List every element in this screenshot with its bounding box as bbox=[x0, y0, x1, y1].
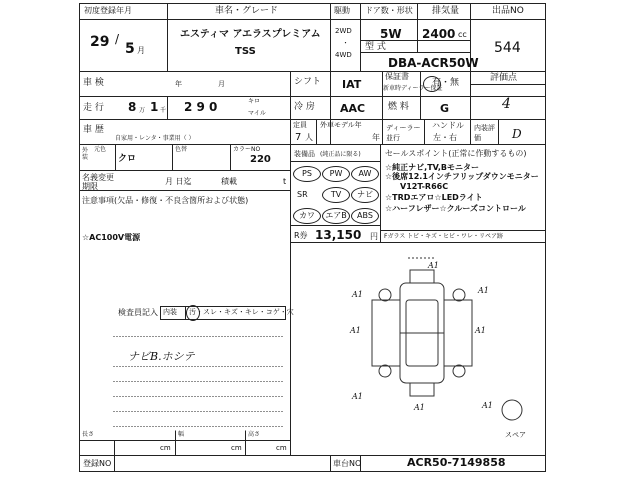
first-reg-label: 初度登録年月 bbox=[84, 6, 132, 15]
inspector-selected-circle bbox=[186, 305, 200, 321]
exterior-label: 外装 bbox=[82, 147, 89, 161]
car-diagram bbox=[372, 258, 522, 420]
color-label: 元色 bbox=[94, 146, 107, 153]
reg-no-label: 登録NO bbox=[83, 459, 112, 468]
aircon-value: AAC bbox=[340, 102, 366, 115]
lot-label: 出品NO bbox=[492, 6, 524, 16]
aircon-label: 冷 房 bbox=[294, 102, 315, 112]
mileage-u1: 万 bbox=[139, 107, 146, 114]
equip-aw: AW bbox=[351, 166, 379, 182]
spare-label: スペア bbox=[505, 431, 526, 439]
recycle-value: 13,150 bbox=[315, 228, 362, 242]
mileage-label: 走 行 bbox=[83, 103, 104, 113]
mileage-u2: 千 bbox=[160, 107, 167, 114]
mileage-unit-mile: マイル bbox=[248, 110, 266, 117]
month-unit: 月 bbox=[137, 46, 145, 55]
chassis-label: 車台NO bbox=[333, 459, 362, 468]
sales-point-line: ☆後席12.1インチフリップダウンモニター bbox=[385, 172, 539, 181]
model-change-unit: 年 bbox=[372, 133, 380, 142]
score-label: 評価点 bbox=[490, 73, 518, 83]
dealer-label: ディーラー並行 bbox=[386, 124, 421, 142]
equip-tv: TV bbox=[322, 187, 350, 203]
equip-abs: ABS bbox=[351, 208, 379, 224]
displacement-label: 排気量 bbox=[432, 6, 460, 16]
name-grade-label: 車名・グレード bbox=[215, 6, 279, 16]
shaken-month-label: 月 bbox=[218, 80, 225, 88]
shaken-year-label: 年 bbox=[175, 80, 182, 88]
fuel-value: G bbox=[440, 102, 450, 115]
equipment-note: (純正品に限る) bbox=[320, 151, 361, 158]
load-label: 積載 bbox=[221, 177, 237, 186]
mileage-rest: 2 9 0 bbox=[184, 100, 218, 114]
notes-title: 注意事項(欠品・修復・不良含箇所および状態) bbox=[82, 196, 249, 205]
model-change-label: 外車モデル年 bbox=[320, 121, 362, 129]
recycle-unit: 円 bbox=[370, 232, 378, 241]
recycle-label: R券 bbox=[294, 231, 308, 240]
diagram-mark: A1 bbox=[478, 286, 489, 295]
height-label: 高さ bbox=[248, 431, 261, 438]
inspector-handwritten-note: ナビB.ホシテ bbox=[128, 350, 195, 363]
diagram-mark: A1 bbox=[482, 401, 493, 410]
notes-line: ☆AC100V電源 bbox=[82, 233, 141, 242]
door-shape-label: ドア数・形状 bbox=[365, 6, 413, 15]
inspector-label: 検査員記入 bbox=[118, 308, 158, 317]
length-label: 長さ bbox=[82, 431, 95, 438]
equip-ps: PS bbox=[293, 166, 321, 182]
length-unit: cm bbox=[160, 444, 171, 452]
equip-leather: カワ bbox=[293, 208, 321, 224]
diagram-mark: A1 bbox=[428, 261, 439, 270]
drive-dot: ・ bbox=[342, 39, 349, 47]
inspector-interior-label: 内装 bbox=[163, 308, 177, 316]
mileage-unit-km: キロ bbox=[248, 98, 261, 105]
color-no-value: 220 bbox=[250, 154, 271, 165]
model-value: DBA-ACR50W bbox=[388, 56, 479, 70]
car-grade: TSS bbox=[235, 46, 256, 57]
door-value: 5W bbox=[380, 27, 402, 41]
capacity-unit: 人 bbox=[305, 133, 313, 142]
diagram-mark: A1 bbox=[475, 326, 486, 335]
equip-pw: PW bbox=[322, 166, 350, 182]
interior-value: D bbox=[512, 127, 522, 141]
color-change-label: 色替 bbox=[175, 146, 188, 153]
fuel-label: 燃 料 bbox=[388, 102, 409, 112]
interior-label: 内装評価 bbox=[474, 124, 495, 142]
mileage-d2: 1 bbox=[150, 100, 159, 114]
load-unit: t bbox=[283, 177, 287, 186]
score-value: 4 bbox=[502, 96, 511, 112]
warranty-options: 有・無 bbox=[432, 78, 460, 88]
drive-label: 駆動 bbox=[334, 6, 350, 15]
shaken-label: 車 検 bbox=[83, 78, 104, 88]
capacity-value: 7 bbox=[295, 132, 302, 143]
equip-sr: SR bbox=[297, 190, 308, 199]
diagram-mark: A1 bbox=[350, 326, 361, 335]
mileage-d1: 8 bbox=[128, 100, 137, 114]
shift-label: シフト bbox=[294, 77, 322, 87]
displacement-value: 2400 bbox=[422, 27, 456, 41]
shift-value: IAT bbox=[342, 78, 362, 91]
first-reg-year: 29 bbox=[90, 34, 110, 50]
handle-label: ハンドル bbox=[432, 121, 464, 130]
drive-4wd: 4WD bbox=[335, 51, 352, 59]
name-change-label: 名義変更期限 bbox=[82, 173, 114, 191]
glass-info: Fガラス トビ・キズ・ヒビ・ワレ・リペア跡 bbox=[384, 233, 503, 240]
sales-point-line: ☆純正ナビ,TV,Bモニター bbox=[385, 163, 479, 172]
first-reg-month: 5 bbox=[125, 41, 135, 57]
handle-options: 左・右 bbox=[433, 133, 457, 142]
year-slash: / bbox=[115, 32, 120, 46]
chassis-value: ACR50-7149858 bbox=[407, 456, 506, 469]
width-label: 幅 bbox=[178, 431, 185, 438]
capacity-label: 定員 bbox=[293, 121, 307, 129]
color-value: クロ bbox=[118, 154, 137, 164]
history-options: 自家用・レンタ・事業用（ ） bbox=[115, 135, 195, 142]
diagram-mark: A1 bbox=[352, 392, 363, 401]
sales-point-line: ☆TRDエアロ☆LEDライト bbox=[385, 193, 483, 202]
warranty-sub: 新車時ディーラー保証 bbox=[383, 85, 443, 92]
equip-airbag: エアB bbox=[322, 208, 350, 224]
equip-navi: ナビ bbox=[351, 187, 379, 203]
equipment-label: 装備品 bbox=[294, 150, 315, 158]
model-label: 型 式 bbox=[365, 42, 386, 52]
warranty-selected-circle bbox=[423, 76, 441, 92]
color-no-label: カラーNO bbox=[233, 146, 261, 153]
name-change-date: 月 日迄 bbox=[165, 177, 192, 186]
drive-2wd: 2WD bbox=[335, 27, 352, 35]
sales-points-title: セールスポイント(正常に作動するもの) bbox=[385, 149, 527, 158]
diagram-mark: A1 bbox=[414, 403, 425, 412]
height-unit: cm bbox=[276, 444, 287, 452]
width-unit: cm bbox=[231, 444, 242, 452]
sales-point-line: ☆ハーフレザー☆クルーズコントロール bbox=[385, 204, 526, 213]
car-name: エスティマ アエラスプレミアム bbox=[180, 29, 321, 40]
diagram-mark: A1 bbox=[352, 290, 363, 299]
sales-point-line: V12T-R66C bbox=[400, 182, 449, 191]
lot-value: 544 bbox=[494, 40, 521, 56]
inspector-interior-items: 汚・スレ・キズ・キレ・コゲ・穴 bbox=[189, 308, 294, 316]
warranty-label: 保証書 bbox=[385, 72, 409, 81]
history-label: 車 歴 bbox=[83, 125, 104, 135]
displacement-unit: cc bbox=[458, 30, 467, 39]
